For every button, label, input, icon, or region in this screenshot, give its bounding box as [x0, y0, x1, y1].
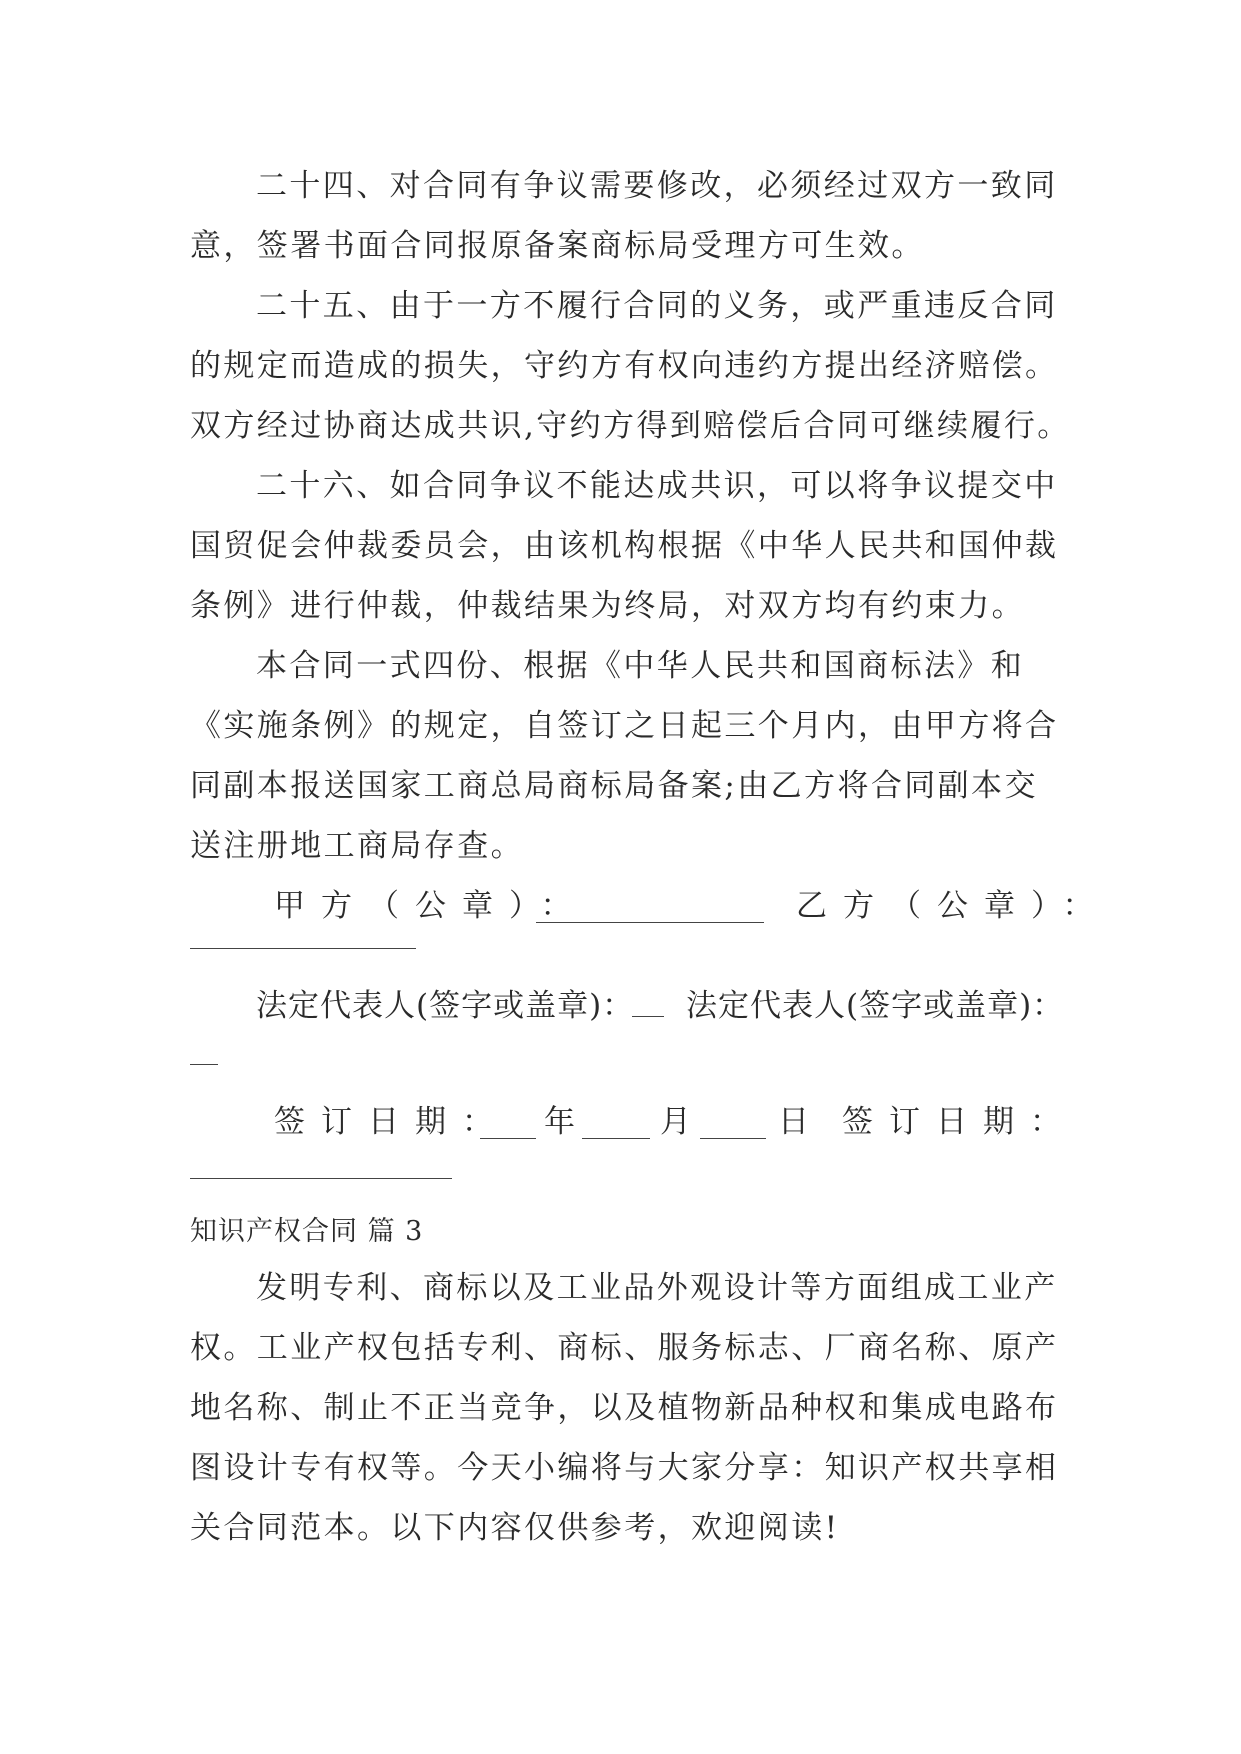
section-3-line-1: 发明专利、商标以及工业品外观设计等方面组成工业产 — [256, 1270, 1058, 1306]
clause-25-line-1: 二十五、由于一方不履行合同的义务，或严重违反合同 — [256, 288, 1058, 324]
clause-24-line-1: 二十四、对合同有争议需要修改，必须经过双方一致同 — [256, 168, 1058, 204]
section-3-line-5: 关合同范本。以下内容仅供参考，欢迎阅读! — [190, 1510, 840, 1546]
party-a-seal-label: 甲方（公章）： — [274, 888, 588, 924]
date-a-label: 签订日期： — [274, 1104, 509, 1140]
day-blank — [700, 1138, 766, 1139]
clause-26-line-1: 二十六、如合同争议不能达成共识，可以将争议提交中 — [256, 468, 1058, 504]
date-b-blank — [190, 1178, 452, 1179]
month-label: 月 — [660, 1104, 694, 1140]
section-3-line-3: 地名称、制止不正当竞争，以及植物新品种权和集成电路布 — [190, 1390, 1059, 1426]
closing-line-4: 送注册地工商局存查。 — [190, 828, 524, 864]
month-blank — [582, 1138, 650, 1139]
clause-24-line-2: 意，签署书面合同报原备案商标局受理方可生效。 — [190, 228, 925, 264]
rep-a-blank — [632, 1016, 664, 1017]
rep-a-label: 法定代表人(签字或盖章)： — [256, 988, 635, 1024]
party-a-seal-blank — [536, 922, 764, 923]
clause-26-line-3: 条例》进行仲裁，仲裁结果为终局，对双方均有约束力。 — [190, 588, 1025, 624]
rep-b-label: 法定代表人(签字或盖章)： — [686, 988, 1065, 1024]
closing-line-2: 《实施条例》的规定，自签订之日起三个月内，由甲方将合 — [190, 708, 1059, 744]
section-3-line-4: 图设计专有权等。今天小编将与大家分享：知识产权共享相 — [190, 1450, 1059, 1486]
closing-line-1: 本合同一式四份、根据《中华人民共和国商标法》和 — [256, 648, 1025, 684]
section-3-line-2: 权。工业产权包括专利、商标、服务标志、厂商名称、原产 — [190, 1330, 1059, 1366]
year-label: 年 — [544, 1104, 578, 1140]
party-b-seal-blank — [190, 948, 416, 949]
year-blank — [480, 1138, 536, 1139]
rep-b-blank — [190, 1064, 218, 1065]
date-b-label: 签订日期： — [842, 1104, 1077, 1140]
party-b-seal-label: 乙方（公章）： — [796, 888, 1110, 924]
section-3-title: 知识产权合同 篇 3 — [190, 1216, 424, 1247]
clause-26-line-2: 国贸促会仲裁委员会，由该机构根据《中华人民共和国仲裁 — [190, 528, 1059, 564]
day-label: 日 — [778, 1104, 812, 1140]
clause-25-line-2: 的规定而造成的损失，守约方有权向违约方提出经济赔偿。 — [190, 348, 1059, 384]
clause-25-line-3: 双方经过协商达成共识,守约方得到赔偿后合同可继续履行。 — [190, 408, 1071, 444]
closing-line-3: 同副本报送国家工商总局商标局备案;由乙方将合同副本交 — [190, 768, 1038, 804]
